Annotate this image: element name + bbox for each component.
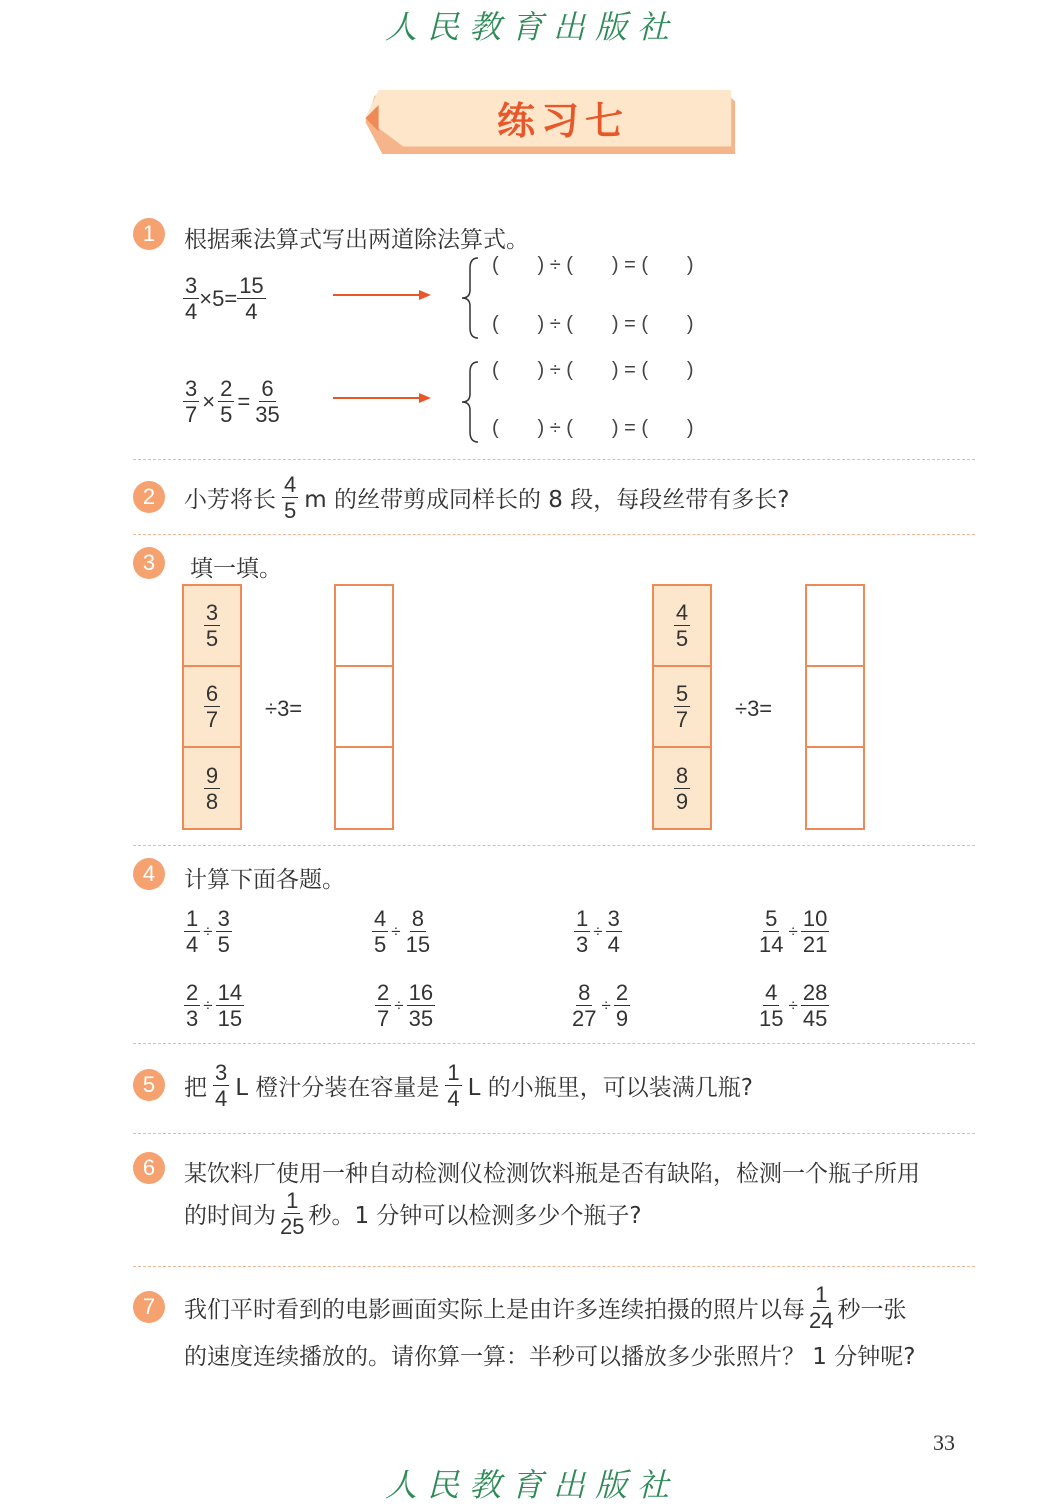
q1-blank-row: ( ) ÷ ( ) = ( ) bbox=[492, 313, 694, 335]
division-problem: $\frac{2}{7}$ ÷ $\frac{16}{35}$ bbox=[377, 980, 434, 1031]
fraction-cell: $\frac{6}{7}$ bbox=[184, 667, 240, 748]
question-5-text: 把 $\frac{3}{4}$ L 橙汁分装在容量是 $\frac{1}{4}$ L 的小瓶里，可以装满几瓶? bbox=[184, 1060, 753, 1111]
question-number-3: 3 bbox=[133, 547, 165, 579]
question-number-5: 5 bbox=[133, 1069, 165, 1101]
division-problem: $\frac{4}{5}$ ÷ $\frac{8}{15}$ bbox=[374, 906, 431, 957]
answer-cell bbox=[336, 586, 392, 667]
answer-column-left bbox=[334, 584, 394, 830]
divider bbox=[133, 534, 975, 535]
question-2-text: 小芳将长 $\frac{4}{5}$ m 的丝带剪成同样长的 8 段，每段丝带有多长? bbox=[184, 472, 790, 523]
q1-blank-row: ( ) ÷ ( ) = ( ) bbox=[492, 254, 694, 276]
arrow-icon bbox=[333, 287, 433, 303]
q1-blank-row: ( ) ÷ ( ) = ( ) bbox=[492, 417, 694, 439]
question-number-1: 1 bbox=[133, 218, 165, 250]
question-number-4: 4 bbox=[133, 858, 165, 890]
division-problem: $\frac{2}{3}$ ÷ $\frac{14}{15}$ bbox=[186, 980, 243, 1031]
question-7-line-1: 我们平时看到的电影画面实际上是由许多连续拍摄的照片以每 $\frac{1}{24}$ 秒一张 bbox=[184, 1282, 907, 1333]
divider bbox=[133, 1043, 975, 1044]
q1-equation-1: $\frac{3}{4}$ ×5= $\frac{15}{4}$ bbox=[185, 273, 264, 324]
question-3-text: 填一填。 bbox=[190, 556, 282, 582]
answer-cell bbox=[807, 586, 863, 667]
answer-cell bbox=[336, 667, 392, 748]
fraction-column-right bbox=[652, 584, 712, 830]
divider bbox=[133, 1266, 975, 1267]
fraction-cell: $\frac{4}{5}$ bbox=[654, 586, 710, 667]
answer-cell bbox=[336, 748, 392, 828]
question-7-line-2: 的速度连续播放的。请你算一算：半秒可以播放多少张照片？ 1 分钟呢? bbox=[184, 1344, 916, 1370]
answer-cell bbox=[807, 667, 863, 748]
question-number-2: 2 bbox=[133, 481, 165, 513]
answer-column-right bbox=[805, 584, 865, 830]
division-problem: $\frac{8}{27}$ ÷ $\frac{2}{9}$ bbox=[572, 980, 629, 1031]
divider bbox=[133, 845, 975, 846]
divide-by-3-label: ÷3= bbox=[735, 696, 773, 721]
arrow-icon bbox=[333, 390, 433, 406]
brace-icon bbox=[458, 256, 482, 340]
question-6-line-1: 某饮料厂使用一种自动检测仪检测饮料瓶是否有缺陷，检测一个瓶子所用 bbox=[184, 1161, 920, 1187]
question-1-text: 根据乘法算式写出两道除法算式。 bbox=[184, 227, 529, 253]
division-problem: $\frac{1}{4}$ ÷ $\frac{3}{5}$ bbox=[186, 906, 230, 957]
fraction-cell: $\frac{3}{5}$ bbox=[184, 586, 240, 667]
brace-icon bbox=[458, 360, 482, 444]
divider bbox=[133, 1133, 975, 1134]
fraction-cell: $\frac{8}{9}$ bbox=[675, 762, 689, 814]
q1-equation-2: $\frac{3}{7}$ × $\frac{2}{5}$ = $\frac{6}{35}$ bbox=[185, 376, 280, 427]
question-4-text: 计算下面各题。 bbox=[184, 867, 345, 893]
publisher-footer: 人民教育出版社 bbox=[385, 1466, 680, 1504]
division-problem: $\frac{4}{15}$ ÷ $\frac{28}{45}$ bbox=[759, 980, 828, 1031]
q1-blank-row: ( ) ÷ ( ) = ( ) bbox=[492, 359, 694, 381]
division-problem: $\frac{1}{3}$ ÷ $\frac{3}{4}$ bbox=[576, 906, 620, 957]
question-number-6: 6 bbox=[133, 1152, 165, 1184]
fraction-column-left bbox=[182, 584, 242, 830]
fraction-cell: $\frac{5}{7}$ bbox=[654, 667, 710, 748]
page-title: 练习七 bbox=[496, 98, 629, 143]
question-6-line-2: 的时间为 $\frac{1}{25}$ 秒。1 分钟可以检测多少个瓶子? bbox=[184, 1188, 642, 1239]
divide-by-3-label: ÷3= bbox=[265, 696, 303, 721]
answer-cell bbox=[807, 748, 863, 828]
division-problem: $\frac{5}{14}$ ÷ $\frac{10}{21}$ bbox=[759, 906, 828, 957]
divider bbox=[133, 459, 975, 460]
publisher-header: 人民教育出版社 bbox=[385, 8, 680, 46]
page-number: 33 bbox=[933, 1430, 955, 1455]
question-number-7: 7 bbox=[133, 1291, 165, 1323]
fraction-cell: $\frac{9}{8}$ bbox=[205, 762, 219, 814]
